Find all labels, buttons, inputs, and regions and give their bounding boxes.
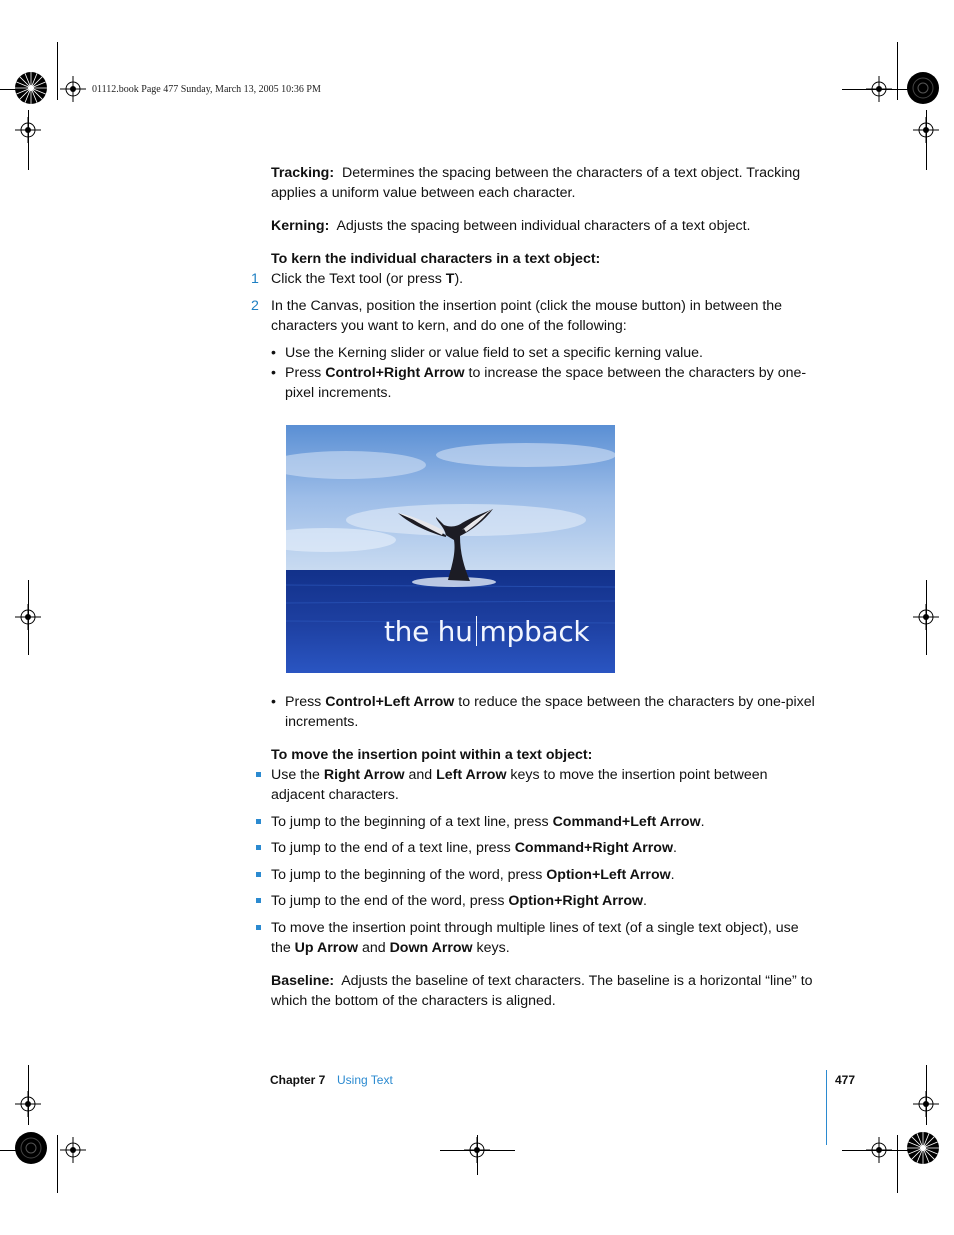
key-name: Command+Left Arrow xyxy=(552,814,701,830)
baseline-term: Baseline: xyxy=(271,973,335,989)
key-name: Right Arrow xyxy=(323,767,405,783)
item-text-part: To jump to the end of the word, press xyxy=(271,893,509,909)
caption-part: the hu xyxy=(384,615,473,648)
item-text-part: keys to move the insertion point between xyxy=(506,767,768,783)
kerning-paragraph xyxy=(271,216,821,236)
step-text-line: In the Canvas, position the insertion point (click the mouse button) in between the xyxy=(271,298,783,314)
bullet-text-part: pixel increments. xyxy=(285,385,392,402)
step-text xyxy=(271,296,821,337)
caption-part: mpback xyxy=(479,615,590,648)
insertion-cursor xyxy=(476,616,477,646)
registration-target-icon xyxy=(15,604,41,630)
item-text-part: Use the xyxy=(271,767,324,783)
crop-mark xyxy=(57,42,58,100)
key-name: T xyxy=(445,271,455,287)
item-text-part: To jump to the beginning of the word, press xyxy=(271,867,547,883)
crop-mark xyxy=(897,42,898,100)
key-name: Up Arrow xyxy=(294,940,358,957)
registration-target-icon xyxy=(15,117,41,143)
square-bullet-icon xyxy=(256,772,261,777)
item-text-part: keys. xyxy=(472,940,510,957)
baseline-text-line1: Adjusts the baseline of text characters. The baseline is a horizontal “line” to xyxy=(341,973,813,989)
item-text-part: . xyxy=(673,840,677,856)
item-text-part: To move the insertion point through multiple lines of text (of a single text object), use xyxy=(271,920,799,936)
bullet-text-part: to reduce the space between the characters by one-pixel xyxy=(454,694,815,710)
list-item xyxy=(271,865,821,885)
step-text-line: characters you want to kern, and do one of the following: xyxy=(271,318,627,335)
tracking-text-line2: applies a uniform value between each character. xyxy=(271,185,576,202)
list-item xyxy=(271,918,821,959)
key-name: Option+Right Arrow xyxy=(508,893,644,909)
kern-task-heading: To kern the individual characters in a text object: xyxy=(271,251,601,267)
key-name: Left Arrow xyxy=(436,767,507,783)
registration-target-icon xyxy=(60,76,86,102)
list-item xyxy=(271,765,821,806)
kerning-term: Kerning: xyxy=(271,218,330,234)
key-name: Control+Left Arrow xyxy=(325,694,455,710)
registration-target-icon xyxy=(913,604,939,630)
square-bullet-icon xyxy=(256,925,261,930)
key-name: Down Arrow xyxy=(389,940,473,957)
step-number: 1 xyxy=(251,271,259,287)
page-number: 477 xyxy=(835,1073,856,1087)
move-task-heading: To move the insertion point within a text object: xyxy=(271,747,593,763)
baseline-text-line2: which the bottom of the characters is aligned. xyxy=(271,993,556,1010)
footer-divider xyxy=(826,1070,827,1145)
key-name: Command+Right Arrow xyxy=(514,840,673,856)
footer-chapter-title[interactable]: Using Text xyxy=(337,1073,393,1087)
key-name: Control+Right Arrow xyxy=(325,365,465,381)
figure-caption xyxy=(384,615,589,648)
bullet-dot: • xyxy=(271,345,276,361)
registration-target-icon xyxy=(15,1091,41,1117)
registration-target-icon xyxy=(913,117,939,143)
registration-target-icon xyxy=(866,1137,892,1163)
bullet-text-part: Press xyxy=(285,694,326,710)
tracking-text-line1: Determines the spacing between the characters of a text object. Tracking xyxy=(341,165,801,181)
tracking-paragraph xyxy=(271,163,821,204)
item-text-part: . xyxy=(700,814,705,830)
item-text-part: To jump to the beginning of a text line, press xyxy=(271,814,553,830)
bullet-dot: • xyxy=(271,694,276,710)
registration-target-icon xyxy=(866,76,892,102)
registration-target-icon xyxy=(464,1137,490,1163)
step-text-part: ). xyxy=(454,271,464,287)
starburst-target-icon xyxy=(14,1131,48,1165)
item-text-part: and xyxy=(358,940,390,957)
tracking-term: Tracking: xyxy=(271,165,335,181)
bullet-text xyxy=(285,692,820,733)
item-text-part: . xyxy=(670,867,675,883)
list-item xyxy=(271,812,821,832)
bullet-text-part: Press xyxy=(285,365,326,381)
registration-target-icon xyxy=(60,1137,86,1163)
step-number: 2 xyxy=(251,298,259,314)
crop-mark xyxy=(57,1135,58,1193)
bullet-dot: • xyxy=(271,365,276,381)
baseline-paragraph xyxy=(271,971,821,1012)
item-text-part: To jump to the end of a text line, press xyxy=(271,840,515,856)
square-bullet-icon xyxy=(256,872,261,877)
list-item xyxy=(271,891,821,911)
print-info-header: 01112.book Page 477 Sunday, March 13, 2005 10:36 PM xyxy=(92,84,321,95)
starburst-target-icon xyxy=(14,71,48,105)
item-text-part: adjacent characters. xyxy=(271,787,399,804)
bullet-text xyxy=(285,363,820,404)
step-text xyxy=(271,269,821,289)
item-text-part: and xyxy=(404,767,437,783)
humpback-figure xyxy=(286,425,615,673)
square-bullet-icon xyxy=(256,845,261,850)
footer-chapter: Chapter 7 xyxy=(270,1073,326,1087)
item-text-part: the xyxy=(271,940,295,957)
bullet-text: Use the Kerning slider or value field to set a specific kerning value. xyxy=(285,345,703,361)
bullet-text-part: increments. xyxy=(285,714,359,731)
registration-target-icon xyxy=(913,1091,939,1117)
starburst-target-icon xyxy=(906,1131,940,1165)
kerning-text: Adjusts the spacing between individual characters of a text object. xyxy=(336,218,751,234)
starburst-target-icon xyxy=(906,71,940,105)
item-text-part: . xyxy=(643,893,647,909)
square-bullet-icon xyxy=(256,898,261,903)
step-text-part: Click the Text tool (or press xyxy=(271,271,446,287)
list-item xyxy=(271,838,821,858)
square-bullet-icon xyxy=(256,819,261,824)
bullet-text-part: to increase the space between the characters by one- xyxy=(464,365,807,381)
crop-mark xyxy=(897,1135,898,1193)
key-name: Option+Left Arrow xyxy=(546,867,671,883)
